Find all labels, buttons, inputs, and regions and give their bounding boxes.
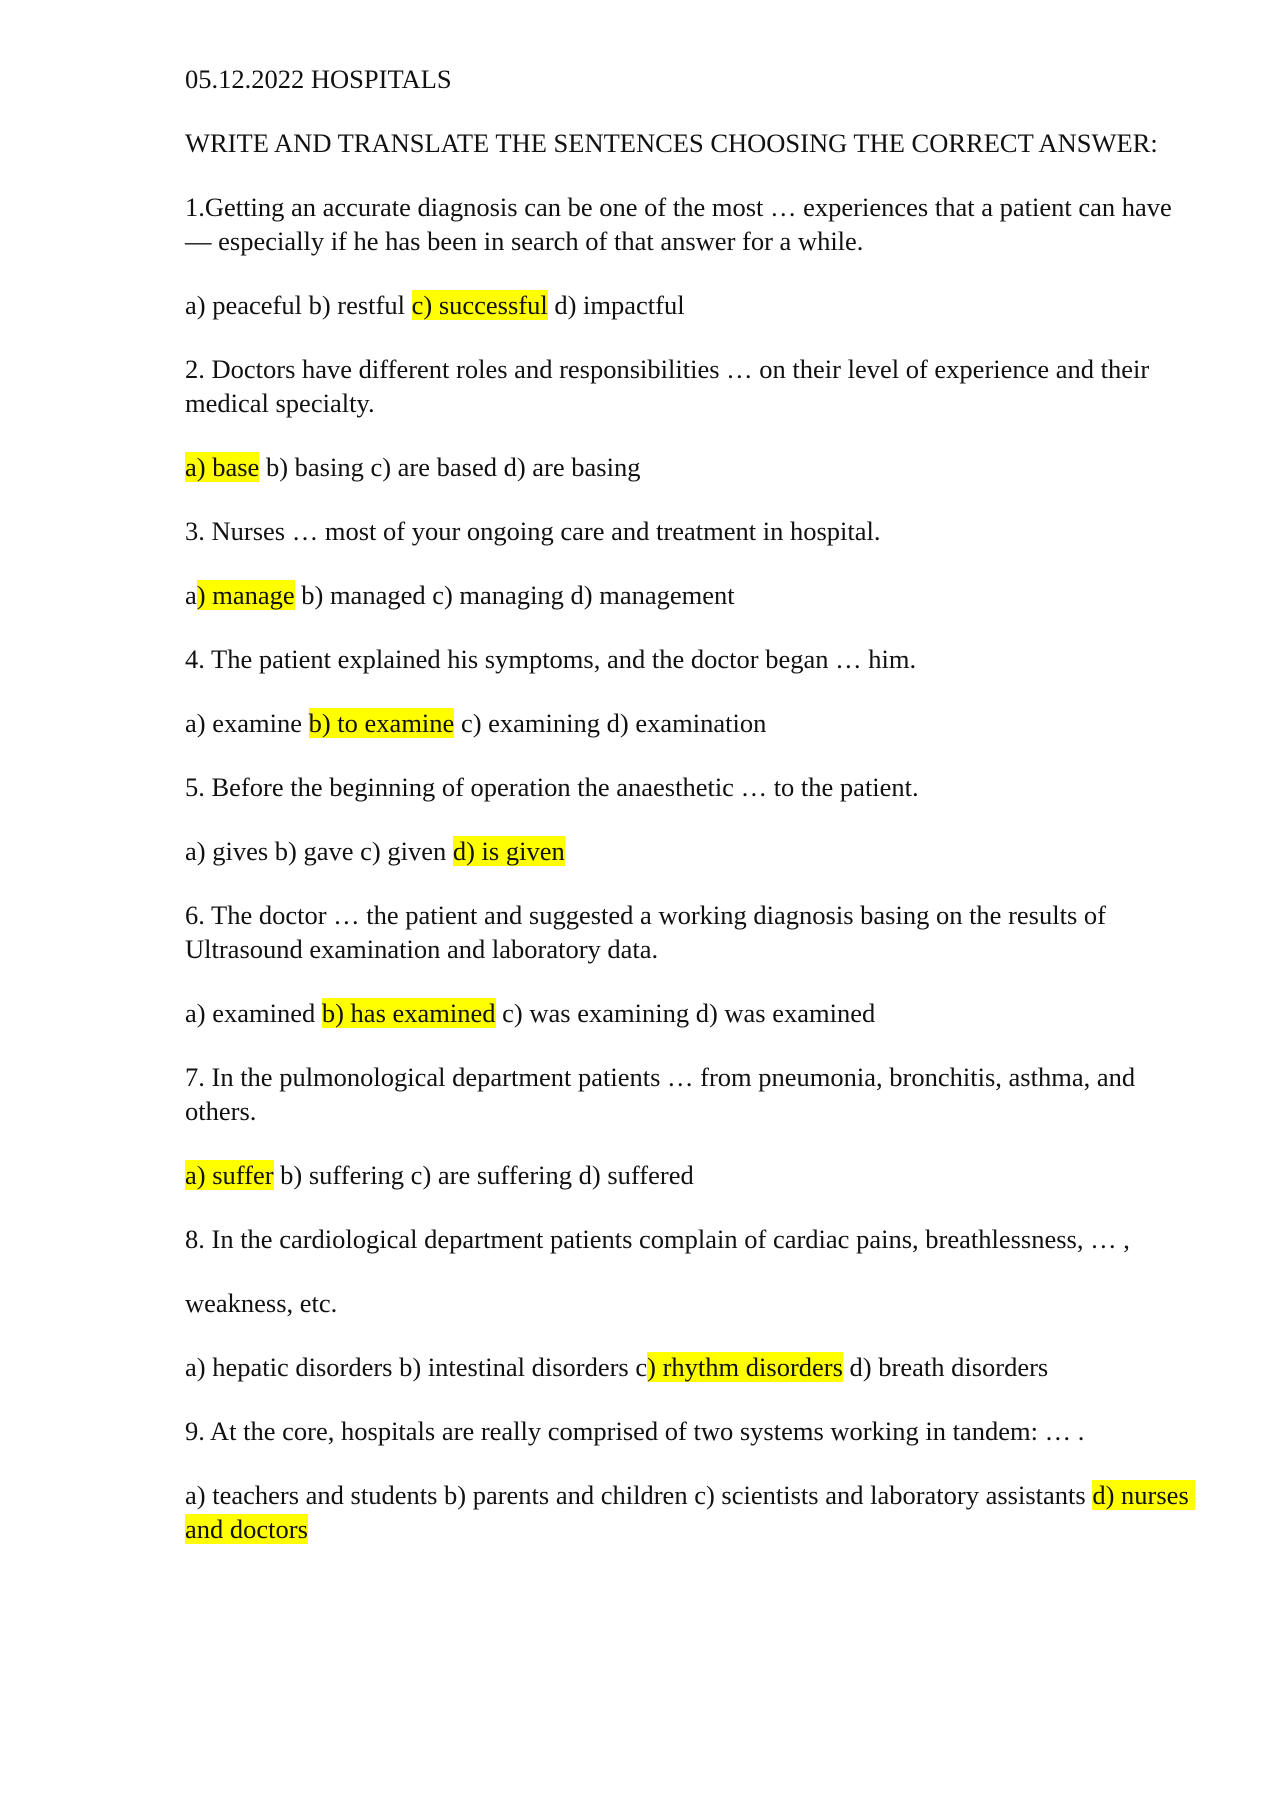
answer-option-text: c) examining d) examination	[454, 708, 767, 738]
answer-option-text: b) managed c) managing d) management	[294, 580, 735, 610]
answer-options	[185, 450, 1195, 484]
document-date-title: 05.12.2022 HOSPITALS	[185, 64, 452, 94]
answer-option-text: a) examined	[185, 998, 322, 1028]
highlighted-answer: ) manage	[196, 580, 295, 610]
answer-option-text: b) basing c) are based d) are basing	[259, 452, 641, 482]
question-text: 2. Doctors have different roles and responsibilities … on their level of experience and their medical specialty.	[185, 354, 1150, 418]
question-list	[185, 190, 1195, 1546]
answer-option-text: a) gives b) gave c) given	[185, 836, 453, 866]
answer-options	[185, 288, 1195, 322]
answer-options	[185, 834, 1195, 868]
highlighted-answer: a) suffer	[185, 1160, 274, 1190]
highlighted-answer: d) is given	[452, 836, 565, 866]
answer-options	[185, 578, 1195, 612]
question-text: 5. Before the beginning of operation the anaesthetic … to the patient.	[185, 772, 919, 802]
answer-option-text: a) teachers and students b) parents and children c) scientists and laboratory assistants	[185, 1480, 1093, 1510]
answer-option-text: a) examine	[185, 708, 309, 738]
document-page	[185, 62, 1195, 1576]
answer-options	[185, 706, 1195, 740]
answer-option-text: a	[185, 580, 197, 610]
answer-option-text: a) peaceful b) restful	[185, 290, 412, 320]
highlighted-answer: b) to examine	[308, 708, 455, 738]
highlighted-answer: a) base	[185, 452, 260, 482]
answer-options	[185, 1478, 1195, 1546]
answer-options	[185, 1158, 1195, 1192]
answer-options	[185, 996, 1195, 1030]
answer-option-text: d) breath disorders	[842, 1352, 1049, 1382]
question-text: 9. At the core, hospitals are really comprised of two systems working in tandem: … .	[185, 1416, 1085, 1446]
question-continuation: weakness, etc.	[185, 1288, 338, 1318]
highlighted-answer: ) rhythm disorders	[647, 1352, 843, 1382]
question-text: 8. In the cardiological department patients complain of cardiac pains, breathlessness, … ,	[185, 1224, 1130, 1254]
document-instruction: WRITE AND TRANSLATE THE SENTENCES CHOOSING THE CORRECT ANSWER:	[185, 128, 1158, 158]
answer-option-text: a) hepatic disorders b) intestinal disorders c	[185, 1352, 648, 1382]
question-text: 1.Getting an accurate diagnosis can be one of the most … experiences that a patient can have — especially if he has been in search of that answer for a while.	[185, 192, 1172, 256]
answer-options	[185, 1350, 1195, 1384]
question-text: 3. Nurses … most of your ongoing care and treatment in hospital.	[185, 516, 881, 546]
answer-option-text: c) was examining d) was examined	[495, 998, 876, 1028]
question-text: 6. The doctor … the patient and suggested a working diagnosis basing on the results of Ultrasound examination and laboratory data.	[185, 900, 1106, 964]
highlighted-answer: c) successful	[411, 290, 548, 320]
answer-option-text: d) impactful	[547, 290, 685, 320]
answer-option-text: b) suffering c) are suffering d) suffered	[273, 1160, 694, 1190]
highlighted-answer: b) has examined	[321, 998, 496, 1028]
highlighted-answer: d) nurses and doctors	[185, 1480, 1196, 1544]
question-text: 7. In the pulmonological department patients … from pneumonia, bronchitis, asthma, and others.	[185, 1062, 1136, 1126]
question-text: 4. The patient explained his symptoms, and the doctor began … him.	[185, 644, 917, 674]
